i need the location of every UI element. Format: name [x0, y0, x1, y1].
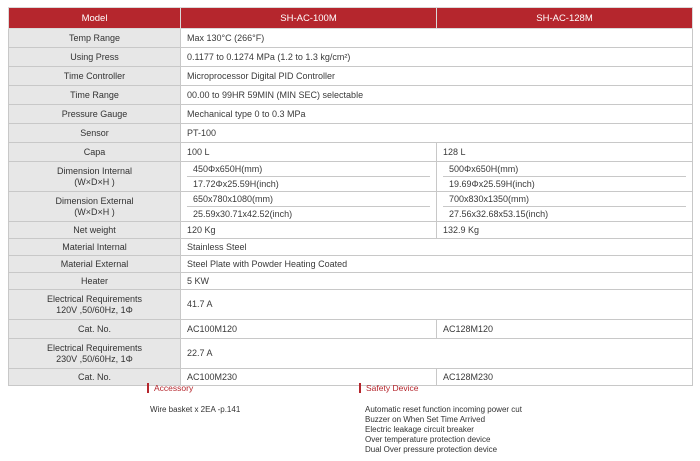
row-label: [9, 162, 181, 192]
table-row: [9, 48, 693, 67]
dim-external-inch-100: 25.59x30.71x42.52(inch): [193, 209, 293, 219]
header-model: Model: [9, 8, 181, 29]
table-row: [9, 290, 693, 320]
row-value-100: [181, 162, 437, 192]
row-label: Pressure Gauge: [9, 105, 181, 124]
safety-heading: [359, 383, 522, 393]
row-label: Using Press: [9, 48, 181, 67]
row-value: 41.7 A: [181, 290, 693, 320]
list-item: Buzzer on When Set Time Arrived: [365, 415, 486, 424]
row-label: Temp Range: [9, 29, 181, 48]
row-label: Net weight: [9, 222, 181, 239]
row-label-line2: 120V ,50/60Hz, 1Φ: [56, 304, 133, 315]
row-label-line1: Electrical Requirements: [46, 293, 143, 304]
accessory-title: Accessory: [154, 383, 194, 393]
row-value: 00.00 to 99HR 59MIN (MIN SEC) selectable: [181, 86, 693, 105]
dim-internal-inch-100: 17.72Φx25.59H(inch): [193, 179, 279, 189]
row-value-128: AC128M230: [437, 369, 693, 386]
list-item: Over temperature protection device: [365, 435, 491, 444]
table-row: [9, 124, 693, 143]
row-label-line2: 230V ,50/60Hz, 1Φ: [56, 353, 133, 364]
dim-internal-inch-128: 19.69Φx25.59H(inch): [449, 179, 535, 189]
table-row: [9, 105, 693, 124]
table-row: [9, 273, 693, 290]
row-value-100: AC100M120: [181, 320, 437, 339]
row-value: Max 130°C (266°F): [181, 29, 693, 48]
table-row: [9, 29, 693, 48]
row-value-128: [437, 162, 693, 192]
dim-external-mm-128: 700x830x1350(mm): [443, 192, 686, 207]
row-value: 5 KW: [181, 273, 693, 290]
table-row: [9, 222, 693, 239]
row-label-line1: Dimension Internal: [56, 165, 133, 176]
row-value-100: 100 L: [181, 143, 437, 162]
spec-table: [8, 7, 693, 386]
row-label: [9, 339, 181, 369]
table-row: [9, 239, 693, 256]
row-value-128: 132.9 Kg: [437, 222, 693, 239]
list-item: Automatic reset function incoming power cut: [365, 405, 522, 414]
accessory-section: [147, 383, 240, 415]
safety-list: [365, 405, 522, 455]
list-item: Wire basket x 2EA -p.141: [150, 405, 241, 414]
row-label: Sensor: [9, 124, 181, 143]
row-value-100: AC100M230: [181, 369, 437, 386]
table-row: [9, 67, 693, 86]
row-label-line1: Dimension External: [55, 195, 134, 206]
table-header-row: [9, 8, 693, 29]
row-label: Material Internal: [9, 239, 181, 256]
dim-internal-mm-100: 450Φx650H(mm): [187, 162, 430, 177]
accent-bar: [147, 383, 149, 393]
row-value: PT-100: [181, 124, 693, 143]
row-label-line2: (W×D×H ): [74, 206, 115, 217]
row-value: Microprocessor Digital PID Controller: [181, 67, 693, 86]
row-label: Time Controller: [9, 67, 181, 86]
row-value: Stainless Steel: [181, 239, 693, 256]
table-row: [9, 162, 693, 192]
table-row: [9, 143, 693, 162]
dim-internal-mm-128: 500Φx650H(mm): [443, 162, 686, 177]
row-label-line2: (W×D×H ): [74, 176, 115, 187]
row-label: Cat. No.: [9, 369, 181, 386]
table-row: [9, 86, 693, 105]
row-label: Cat. No.: [9, 320, 181, 339]
table-row: [9, 339, 693, 369]
table-row: [9, 369, 693, 386]
dim-external-inch-128: 27.56x32.68x53.15(inch): [449, 209, 549, 219]
row-value-100: [181, 192, 437, 222]
table-row: [9, 192, 693, 222]
row-label: [9, 290, 181, 320]
row-value: 0.1177 to 0.1274 MPa (1.2 to 1.3 kg/cm²): [181, 48, 693, 67]
row-value-100: 120 Kg: [181, 222, 437, 239]
safety-title: Safety Device: [366, 383, 419, 393]
header-model-128: SH-AC-128M: [437, 8, 693, 29]
row-label: Time Range: [9, 86, 181, 105]
row-value: 22.7 A: [181, 339, 693, 369]
row-label: Heater: [9, 273, 181, 290]
list-item: Dual Over pressure protection device: [365, 445, 498, 454]
table-row: [9, 256, 693, 273]
row-value-128: 128 L: [437, 143, 693, 162]
table-row: [9, 320, 693, 339]
row-value: Steel Plate with Powder Heating Coated: [181, 256, 693, 273]
safety-section: [359, 383, 522, 455]
row-label-line1: Electrical Requirements: [46, 342, 143, 353]
row-value: Mechanical type 0 to 0.3 MPa: [181, 105, 693, 124]
accessory-heading: [147, 383, 240, 393]
accent-bar: [359, 383, 361, 393]
list-item: Electric leakage circuit breaker: [365, 425, 474, 434]
row-label: [9, 192, 181, 222]
dim-external-mm-100: 650x780x1080(mm): [187, 192, 430, 207]
row-value-128: AC128M120: [437, 320, 693, 339]
row-label: Material External: [9, 256, 181, 273]
row-label: Capa: [9, 143, 181, 162]
row-value-128: [437, 192, 693, 222]
header-model-100: SH-AC-100M: [181, 8, 437, 29]
